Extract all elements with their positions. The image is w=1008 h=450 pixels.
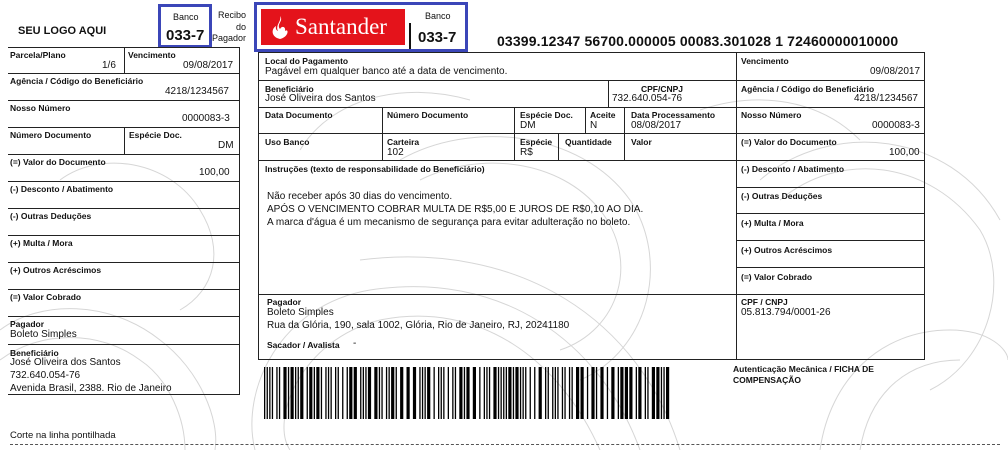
slip-line	[258, 294, 925, 295]
receipt-bank-code: 033-7	[166, 27, 205, 44]
cut-line-label: Corte na linha pontilhada	[10, 430, 116, 441]
receipt-desconto-label: (-) Desconto / Abatimento	[10, 184, 114, 194]
slip-bank-code: 033-7	[418, 29, 457, 46]
recibo-line-1: Recibo	[217, 10, 246, 20]
digitable-line[interactable]: 03399.12347 56700.000005 00083.301028 1 72460000010000	[497, 33, 899, 49]
receipt-line	[8, 181, 240, 182]
slip-valor-label: Valor	[631, 137, 652, 147]
receipt-line	[8, 316, 240, 317]
receipt-pagador-value: Boleto Simples	[10, 329, 77, 340]
slip-sacador-value: -	[353, 338, 357, 349]
slip-data-processamento-label: Data Processamento	[631, 110, 716, 120]
slip-pagador-name: Boleto Simples	[267, 307, 334, 318]
receipt-nosso-numero-value: 0000083-3	[182, 113, 230, 124]
slip-line	[737, 267, 925, 268]
slip-outras-deducoes-label: (-) Outras Deduções	[741, 191, 823, 201]
slip-border-right	[924, 52, 925, 360]
slip-aceite-label: Aceite	[590, 110, 616, 120]
receipt-line	[8, 154, 240, 155]
slip-outros-acrescimos-label: (+) Outros Acréscimos	[741, 245, 833, 255]
receipt-parcela-label: Parcela/Plano	[10, 50, 66, 60]
slip-valor-cobrado-label: (=) Valor Cobrado	[741, 272, 813, 282]
receipt-line	[8, 73, 240, 74]
slip-line	[258, 359, 925, 360]
santander-logo	[261, 9, 405, 45]
slip-bank-box	[254, 2, 468, 52]
slip-vencimento-value: 09/08/2017	[870, 66, 921, 77]
receipt-line	[8, 289, 240, 290]
slip-uso-banco-label: Uso Banco	[265, 137, 310, 147]
slip-nosso-numero-value: 0000083-3	[872, 120, 920, 131]
slip-quantidade-label: Quantidade	[565, 137, 612, 147]
slip-line	[258, 160, 925, 161]
slip-instrucoes-line-3: A marca d'água é um mecanismo de segurança para evitar adulteração no boleto.	[267, 217, 631, 228]
slip-especie-doc-value: DM	[520, 120, 536, 131]
slip-agencia-value: 4218/1234567	[854, 93, 918, 104]
receipt-valor-cobrado-label: (=) Valor Cobrado	[10, 292, 82, 302]
slip-bank-divider	[409, 23, 411, 49]
slip-pagador-cpf-value: 05.813.794/0001-26	[741, 307, 831, 318]
slip-pagador-cpf-label: CPF / CNPJ	[741, 297, 788, 307]
slip-agencia-label: Agência / Código do Beneficiário	[741, 84, 875, 94]
receipt-valor-documento-value: 100,00	[199, 167, 230, 178]
slip-beneficiario-label: Beneficiário	[265, 84, 314, 94]
receipt-nosso-numero-label: Nosso Número	[10, 103, 71, 113]
receipt-valor-documento-label: (=) Valor do Documento	[10, 157, 106, 167]
slip-data-processamento-value: 08/08/2017	[631, 120, 682, 131]
receipt-line	[8, 262, 240, 263]
slip-data-documento-label: Data Documento	[265, 110, 333, 120]
receipt-line	[8, 344, 240, 345]
slip-cpf-label: CPF/CNPJ	[641, 84, 684, 94]
slip-carteira-label: Carteira	[387, 137, 420, 147]
receipt-especie-doc-label: Espécie Doc.	[129, 130, 182, 140]
receipt-vencimento-label: Vencimento	[128, 50, 176, 60]
slip-vencimento-label: Vencimento	[741, 56, 789, 66]
receipt-divider-parcela	[124, 47, 125, 73]
slip-multa-label: (+) Multa / Mora	[741, 218, 804, 228]
slip-especie-value: R$	[520, 147, 533, 158]
slip-local-value: Pagável em qualquer banco até a data de vencimento.	[265, 66, 508, 77]
receipt-beneficiario-label: Beneficiário	[10, 348, 59, 358]
slip-divider-col2	[382, 107, 383, 160]
slip-nosso-numero-label: Nosso Número	[741, 110, 802, 120]
receipt-agencia-label: Agência / Código do Beneficiário	[10, 76, 144, 86]
slip-divider-quantidade	[558, 133, 559, 160]
slip-carteira-value: 102	[387, 147, 404, 158]
cut-line	[10, 444, 1000, 445]
slip-divider-col5	[624, 107, 625, 160]
slip-border-top	[258, 52, 925, 53]
receipt-outros-acrescimos-label: (+) Outros Acréscimos	[10, 265, 102, 275]
receipt-bank-label: Banco	[173, 12, 199, 22]
receipt-line	[8, 235, 240, 236]
slip-line	[258, 80, 925, 81]
slip-especie-label: Espécie	[520, 137, 553, 147]
slip-line	[258, 107, 925, 108]
receipt-especie-doc-value: DM	[218, 140, 234, 151]
receipt-beneficiario-name: José Oliveira dos Santos	[10, 357, 121, 368]
slip-line	[737, 240, 925, 241]
company-logo-placeholder: SEU LOGO AQUI	[18, 25, 107, 37]
slip-instrucoes-line-2: APÓS O VENCIMENTO COBRAR MULTA DE R$5,00 E JUROS DE R$0,10 AO DIA.	[267, 204, 644, 215]
santander-brand-name: Santander	[295, 14, 387, 39]
slip-divider-aceite	[585, 107, 586, 133]
slip-divider-col3	[514, 107, 515, 160]
slip-line	[737, 187, 925, 188]
receipt-agencia-value: 4218/1234567	[165, 86, 229, 97]
receipt-numero-documento-label: Número Documento	[10, 130, 92, 140]
slip-beneficiario-value: José Oliveira dos Santos	[265, 93, 376, 104]
autenticacao-line-1: Autenticação Mecânica / FICHA DE	[733, 364, 874, 374]
recibo-line-2: do	[235, 21, 246, 32]
slip-cpf-value: 732.640.054-76	[612, 93, 683, 104]
slip-sacador-label: Sacador / Avalista	[267, 340, 340, 350]
flame-icon	[270, 15, 290, 41]
slip-pagador-address: Rua da Glória, 190, sala 1002, Glória, Rio de Janeiro, RJ, 20241180	[267, 320, 570, 331]
barcode[interactable]	[264, 367, 670, 419]
recibo-line-3: Pagador	[211, 33, 246, 43]
slip-local-label: Local do Pagamento	[265, 56, 349, 66]
slip-pagador-label: Pagador	[267, 297, 302, 307]
slip-line	[258, 133, 925, 134]
receipt-outras-deducoes-label: (-) Outras Deduções	[10, 211, 92, 221]
autenticacao-line-2: COMPENSAÇÃO	[733, 375, 802, 385]
receipt-multa-label: (+) Multa / Mora	[10, 238, 73, 248]
receipt-line	[8, 100, 240, 101]
receipt-vencimento-value: 09/08/2017	[183, 60, 234, 71]
slip-divider-cpf	[608, 80, 609, 107]
receipt-parcela-value: 1/6	[102, 60, 116, 71]
recibo-do-pagador-label	[210, 10, 246, 45]
receipt-line	[8, 394, 240, 395]
receipt-pagador-label: Pagador	[10, 319, 45, 329]
slip-valor-documento-value: 100,00	[889, 147, 920, 158]
slip-valor-documento-label: (=) Valor do Documento	[741, 137, 837, 147]
receipt-beneficiario-doc: 732.640.054-76	[10, 370, 81, 381]
slip-instrucoes-label: Instruções (texto de responsabilidade do Beneficiário)	[265, 164, 485, 174]
slip-divider-right-col	[736, 52, 737, 360]
receipt-divider-especie	[124, 127, 125, 154]
slip-especie-doc-label: Espécie Doc.	[520, 110, 573, 120]
slip-instrucoes-line-1: Não receber após 30 dias do vencimento.	[267, 191, 453, 202]
slip-aceite-value: N	[590, 120, 598, 131]
slip-border-left	[258, 52, 259, 360]
receipt-line	[8, 208, 240, 209]
slip-bank-label: Banco	[425, 11, 451, 21]
receipt-bank-box	[158, 4, 212, 48]
slip-line	[737, 213, 925, 214]
slip-numero-documento-label: Número Documento	[387, 110, 469, 120]
slip-desconto-label: (-) Desconto / Abatimento	[741, 164, 845, 174]
receipt-beneficiario-address: Avenida Brasil, 2388. Rio de Janeiro	[10, 383, 172, 394]
